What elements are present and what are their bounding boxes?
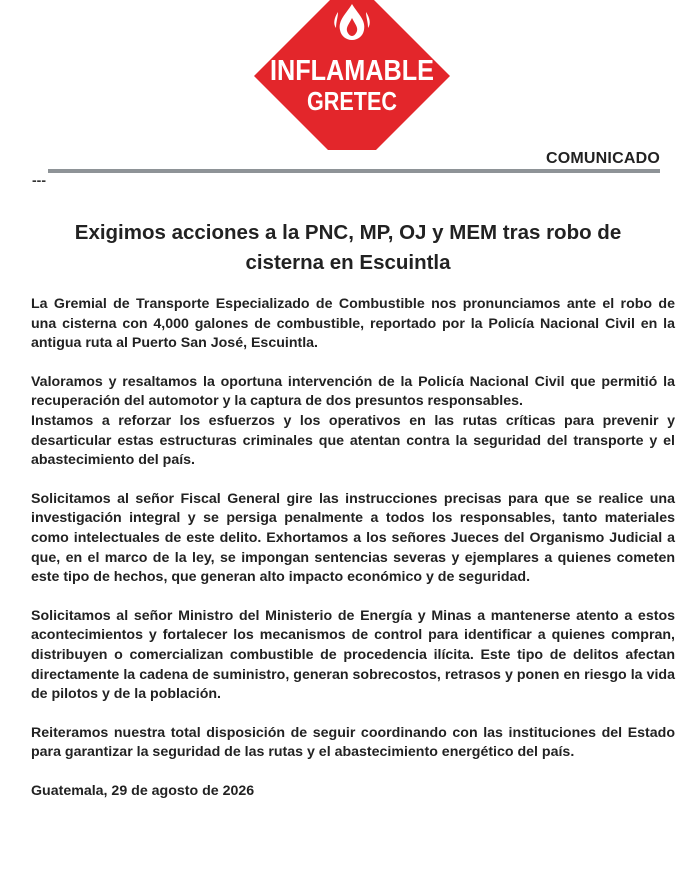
paragraph: Solicitamos al señor Fiscal General gire las instrucciones precisas para que se realice una investigación integral y se persiga penalmente a todos los responsables, tanto materiales como intelectuales de este delito. Exhortamos a los señores Jueces del Organismo Judicial a que, en el marco de la ley, se impongan sentencias severas y ejemplares a quienes cometen este tipo de hechos, que generan alto impacto económico y de seguridad. xyxy=(31,490,675,586)
paragraph: Instamos a reforzar los esfuerzos y los operativos en las rutas críticas para prevenir y desarticular estas estructuras criminales que atentan contra la seguridad del transporte y el abastecimiento del país. xyxy=(31,412,675,469)
paragraph: Valoramos y resaltamos la oportuna intervención de la Policía Nacional Civil que permitió la recuperación del automotor y la captura de dos presuntos responsables. xyxy=(31,373,675,410)
header-divider xyxy=(48,169,660,173)
paragraph: La Gremial de Transporte Especializado de Combustible nos pronunciamos ante el robo de una cisterna con 4,000 galones de combustible, reportado por la Policía Nacional Civil en la antigua ruta al Puerto San José, Escuintla. xyxy=(31,296,675,352)
logo-bottom-text: GRETEC xyxy=(307,86,398,116)
dashes: --- xyxy=(32,172,46,188)
logo-top-text: INFLAMABLE xyxy=(270,55,434,87)
comunicado-label: COMUNICADO xyxy=(546,150,660,167)
paragraph: Solicitamos al señor Ministro del Ministerio de Energía y Minas a mantenerse atento a estos acontecimientos y fortalecer los mecanismos de control para identificar a quienes compran, distribuyen o comercializan combustible de procedencia ilícita. Este tipo de delitos afectan directamente la cadena de suministro, generan sobrecostos, retrasos y ponen en riesgo la vida de pilotos y de la población. xyxy=(31,607,675,703)
document-date: Guatemala, 29 de agosto de 2026 xyxy=(31,782,255,799)
document-body xyxy=(31,295,675,816)
document-title: Exigimos acciones a la PNC, MP, OJ y MEM tras robo de cisterna en Escuintla xyxy=(74,221,622,274)
paragraph: Reiteramos nuestra total disposición de seguir coordinando con las instituciones del Estado para garantizar la seguridad de las rutas y el abastecimiento energético del país. xyxy=(31,724,675,761)
gretec-logo xyxy=(254,0,450,150)
